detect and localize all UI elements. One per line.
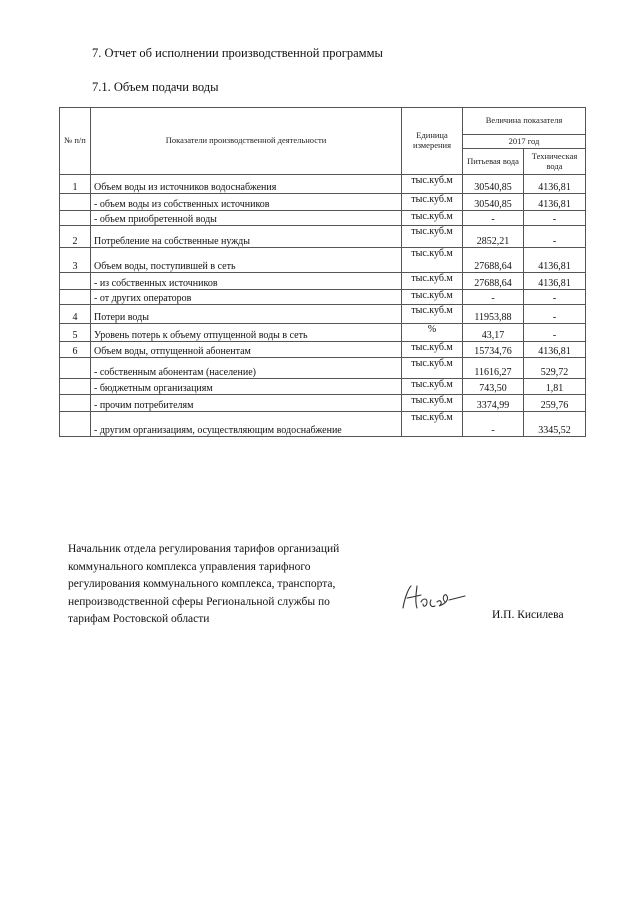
cell-indicator: Потребление на собственные нужды [91, 226, 402, 248]
cell-technical: - [524, 211, 586, 226]
cell-num [60, 358, 91, 379]
cell-indicator: - объем приобретенной воды [91, 211, 402, 226]
water-supply-table [59, 107, 586, 437]
cell-indicator: - собственным абонентам (население) [91, 358, 402, 379]
cell-unit: тыс.куб.м [402, 395, 463, 412]
cell-drinking: 30540,85 [463, 175, 524, 194]
cell-drinking: 30540,85 [463, 194, 524, 211]
cell-num [60, 211, 91, 226]
cell-drinking: 27688,64 [463, 248, 524, 273]
cell-unit: тыс.куб.м [402, 342, 463, 358]
cell-technical: - [524, 290, 586, 305]
table-row [60, 305, 586, 324]
cell-drinking: 11953,88 [463, 305, 524, 324]
signatory-position: Начальник отдела регулирования тарифов организаций коммунального комплекса управления тарифного регулирования коммунального комплекса, транспорта, непроизводственной сферы Региональной службы по тарифам Ростовской области [68, 543, 340, 625]
table-row [60, 248, 586, 273]
signatory-name: И.П. Кисилева [492, 609, 564, 621]
cell-drinking: 43,17 [463, 324, 524, 342]
cell-drinking: - [463, 211, 524, 226]
cell-indicator: - от других операторов [91, 290, 402, 305]
cell-indicator: Объем воды, поступившей в сеть [91, 248, 402, 273]
cell-technical: 1,81 [524, 379, 586, 395]
header-unit: Единица измерения [402, 108, 463, 175]
cell-indicator: Уровень потерь к объему отпущенной воды в сеть [91, 324, 402, 342]
cell-drinking: 15734,76 [463, 342, 524, 358]
cell-technical: 4136,81 [524, 194, 586, 211]
cell-drinking: 3374,99 [463, 395, 524, 412]
cell-num: 1 [60, 175, 91, 194]
cell-num [60, 412, 91, 437]
handwritten-signature [395, 578, 475, 618]
table-row [60, 273, 586, 290]
cell-drinking: 2852,21 [463, 226, 524, 248]
cell-technical: 4136,81 [524, 175, 586, 194]
cell-unit: тыс.куб.м [402, 305, 463, 324]
cell-unit: тыс.куб.м [402, 194, 463, 211]
table-row [60, 379, 586, 395]
cell-technical: 4136,81 [524, 248, 586, 273]
table-row [60, 290, 586, 305]
cell-num: 6 [60, 342, 91, 358]
header-value: Величина показателя [463, 108, 586, 135]
cell-unit: % [402, 324, 463, 342]
cell-drinking: - [463, 412, 524, 437]
cell-drinking: - [463, 290, 524, 305]
cell-indicator: - бюджетным организациям [91, 379, 402, 395]
cell-num [60, 194, 91, 211]
cell-technical: - [524, 305, 586, 324]
cell-indicator: Объем воды, отпущенной абонентам [91, 342, 402, 358]
cell-drinking: 11616,27 [463, 358, 524, 379]
table-row [60, 194, 586, 211]
table-row [60, 211, 586, 226]
cell-technical: 259,76 [524, 395, 586, 412]
table-row [60, 324, 586, 342]
cell-num [60, 379, 91, 395]
cell-technical: - [524, 324, 586, 342]
cell-indicator: Объем воды из источников водоснабжения [91, 175, 402, 194]
header-drinking: Питьевая вода [463, 149, 524, 175]
cell-num [60, 273, 91, 290]
cell-unit: тыс.куб.м [402, 273, 463, 290]
cell-unit: тыс.куб.м [402, 412, 463, 437]
cell-unit: тыс.куб.м [402, 226, 463, 248]
table-row [60, 412, 586, 437]
cell-drinking: 27688,64 [463, 273, 524, 290]
cell-technical: - [524, 226, 586, 248]
table-row [60, 342, 586, 358]
cell-unit: тыс.куб.м [402, 290, 463, 305]
cell-num [60, 395, 91, 412]
cell-indicator: Потери воды [91, 305, 402, 324]
header-year: 2017 год [463, 135, 586, 149]
header-num: № п/п [60, 108, 91, 175]
cell-num [60, 290, 91, 305]
cell-indicator: - другим организациям, осуществляющим водоснабжение [91, 412, 402, 437]
cell-indicator: - из собственных источников [91, 273, 402, 290]
cell-unit: тыс.куб.м [402, 358, 463, 379]
subsection-heading: 7.1. Объем подачи воды [92, 80, 219, 94]
table-row [60, 395, 586, 412]
table-row [60, 358, 586, 379]
cell-unit: тыс.куб.м [402, 211, 463, 226]
cell-unit: тыс.куб.м [402, 175, 463, 194]
cell-technical: 529,72 [524, 358, 586, 379]
table-row [60, 175, 586, 194]
cell-technical: 4136,81 [524, 342, 586, 358]
cell-num: 5 [60, 324, 91, 342]
header-technical: Техническая вода [524, 149, 586, 175]
cell-technical: 4136,81 [524, 273, 586, 290]
section-heading: 7. Отчет об исполнении производственной программы [92, 46, 383, 60]
cell-num: 4 [60, 305, 91, 324]
cell-num: 2 [60, 226, 91, 248]
cell-num: 3 [60, 248, 91, 273]
cell-drinking: 743,50 [463, 379, 524, 395]
table-row [60, 226, 586, 248]
cell-indicator: - объем воды из собственных источников [91, 194, 402, 211]
header-indicator: Показатели производственной деятельности [91, 108, 402, 175]
cell-technical: 3345,52 [524, 412, 586, 437]
cell-indicator: - прочим потребителям [91, 395, 402, 412]
cell-unit: тыс.куб.м [402, 248, 463, 273]
cell-unit: тыс.куб.м [402, 379, 463, 395]
